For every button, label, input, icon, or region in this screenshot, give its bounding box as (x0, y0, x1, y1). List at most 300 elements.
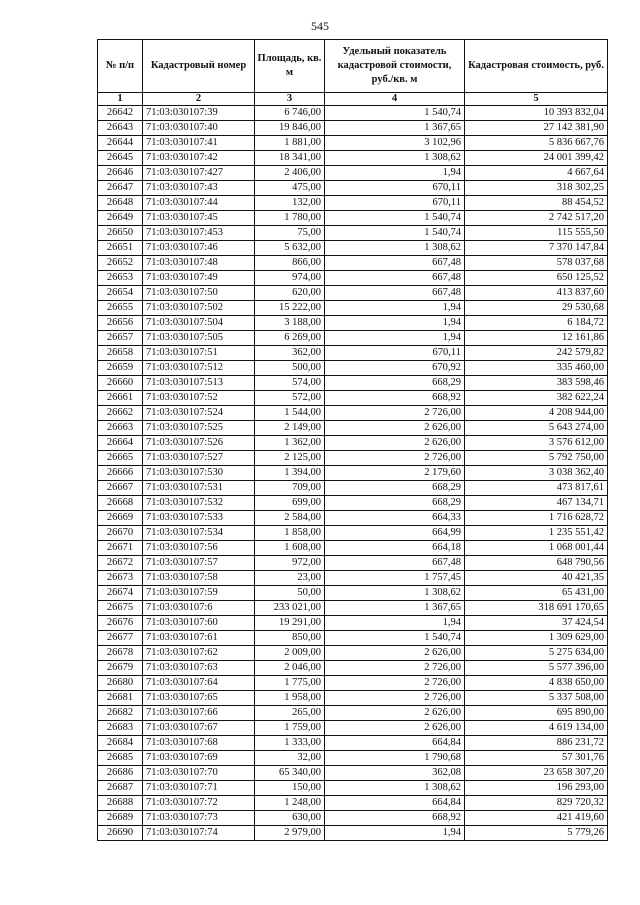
cell-cadastral-value: 115 555,50 (465, 226, 608, 241)
cell-row-number: 26690 (98, 826, 143, 841)
cell-cadastral-number: 71:03:030107:57 (143, 556, 255, 571)
cell-specific-value: 668,29 (325, 481, 465, 496)
cell-cadastral-number: 71:03:030107:52 (143, 391, 255, 406)
cell-row-number: 26682 (98, 706, 143, 721)
cell-row-number: 26657 (98, 331, 143, 346)
cell-cadastral-value: 29 530,68 (465, 301, 608, 316)
cell-cadastral-value: 335 460,00 (465, 361, 608, 376)
table-row (98, 331, 608, 346)
cell-cadastral-number: 71:03:030107:65 (143, 691, 255, 706)
cell-cadastral-value: 5 779,26 (465, 826, 608, 841)
cell-specific-value: 664,33 (325, 511, 465, 526)
cell-area: 2 009,00 (255, 646, 325, 661)
cell-cadastral-value: 695 890,00 (465, 706, 608, 721)
cell-cadastral-number: 71:03:030107:532 (143, 496, 255, 511)
cell-row-number: 26666 (98, 466, 143, 481)
cell-specific-value: 1,94 (325, 301, 465, 316)
cell-area: 709,00 (255, 481, 325, 496)
cell-cadastral-number: 71:03:030107:40 (143, 121, 255, 136)
cell-specific-value: 2 626,00 (325, 436, 465, 451)
cell-cadastral-number: 71:03:030107:533 (143, 511, 255, 526)
cell-row-number: 26668 (98, 496, 143, 511)
cell-cadastral-value: 318 691 170,65 (465, 601, 608, 616)
cell-cadastral-number: 71:03:030107:51 (143, 346, 255, 361)
cell-row-number: 26646 (98, 166, 143, 181)
cell-row-number: 26687 (98, 781, 143, 796)
cell-cadastral-number: 71:03:030107:73 (143, 811, 255, 826)
cell-cadastral-number: 71:03:030107:6 (143, 601, 255, 616)
cell-area: 19 846,00 (255, 121, 325, 136)
column-number-row (98, 93, 608, 106)
cell-cadastral-value: 4 667,64 (465, 166, 608, 181)
table-row (98, 286, 608, 301)
cell-cadastral-value: 5 836 667,76 (465, 136, 608, 151)
cell-specific-value: 2 726,00 (325, 691, 465, 706)
cell-cadastral-value: 57 301,76 (465, 751, 608, 766)
cell-area: 1 958,00 (255, 691, 325, 706)
cell-area: 50,00 (255, 586, 325, 601)
cell-cadastral-number: 71:03:030107:41 (143, 136, 255, 151)
cell-cadastral-value: 421 419,60 (465, 811, 608, 826)
table-row (98, 121, 608, 136)
cell-cadastral-value: 24 001 399,42 (465, 151, 608, 166)
header-specific-value: Удельный показатель кадастровой стоимости, руб./кв. м (325, 40, 465, 93)
table-row (98, 721, 608, 736)
table-row (98, 436, 608, 451)
cell-cadastral-value: 473 817,61 (465, 481, 608, 496)
cell-area: 1 780,00 (255, 211, 325, 226)
cell-area: 132,00 (255, 196, 325, 211)
cell-cadastral-number: 71:03:030107:526 (143, 436, 255, 451)
cell-row-number: 26653 (98, 271, 143, 286)
cell-area: 2 979,00 (255, 826, 325, 841)
table-row (98, 391, 608, 406)
cell-cadastral-number: 71:03:030107:43 (143, 181, 255, 196)
table-row (98, 316, 608, 331)
cell-area: 630,00 (255, 811, 325, 826)
cell-cadastral-number: 71:03:030107:39 (143, 106, 255, 121)
cell-specific-value: 2 726,00 (325, 676, 465, 691)
cell-area: 2 406,00 (255, 166, 325, 181)
header-area: Площадь, кв. м (255, 40, 325, 93)
table-row (98, 601, 608, 616)
column-number: 4 (325, 93, 465, 106)
cell-row-number: 26661 (98, 391, 143, 406)
cell-cadastral-value: 12 161,86 (465, 331, 608, 346)
table-row (98, 646, 608, 661)
cell-specific-value: 1,94 (325, 316, 465, 331)
cell-cadastral-value: 10 393 832,04 (465, 106, 608, 121)
table-row (98, 451, 608, 466)
cell-row-number: 26647 (98, 181, 143, 196)
cell-row-number: 26658 (98, 346, 143, 361)
cell-cadastral-value: 648 790,56 (465, 556, 608, 571)
cell-specific-value: 670,92 (325, 361, 465, 376)
cell-cadastral-number: 71:03:030107:68 (143, 736, 255, 751)
cell-specific-value: 1 367,65 (325, 601, 465, 616)
cell-cadastral-number: 71:03:030107:69 (143, 751, 255, 766)
cell-cadastral-number: 71:03:030107:59 (143, 586, 255, 601)
cell-area: 2 125,00 (255, 451, 325, 466)
column-number: 1 (98, 93, 143, 106)
cell-cadastral-number: 71:03:030107:45 (143, 211, 255, 226)
cell-specific-value: 670,11 (325, 346, 465, 361)
cell-cadastral-number: 71:03:030107:525 (143, 421, 255, 436)
cell-row-number: 26683 (98, 721, 143, 736)
cell-specific-value: 2 726,00 (325, 406, 465, 421)
cell-specific-value: 1 367,65 (325, 121, 465, 136)
cell-specific-value: 670,11 (325, 196, 465, 211)
cell-area: 699,00 (255, 496, 325, 511)
cell-cadastral-number: 71:03:030107:49 (143, 271, 255, 286)
cell-area: 974,00 (255, 271, 325, 286)
cell-cadastral-number: 71:03:030107:66 (143, 706, 255, 721)
cell-cadastral-value: 4 619 134,00 (465, 721, 608, 736)
table-row (98, 346, 608, 361)
table-row (98, 736, 608, 751)
cell-area: 6 269,00 (255, 331, 325, 346)
cell-area: 1 858,00 (255, 526, 325, 541)
cell-cadastral-number: 71:03:030107:46 (143, 241, 255, 256)
cell-specific-value: 1 540,74 (325, 631, 465, 646)
cell-row-number: 26678 (98, 646, 143, 661)
cell-area: 362,00 (255, 346, 325, 361)
cell-cadastral-value: 27 142 381,90 (465, 121, 608, 136)
cell-specific-value: 668,29 (325, 376, 465, 391)
cell-area: 866,00 (255, 256, 325, 271)
cell-cadastral-number: 71:03:030107:72 (143, 796, 255, 811)
cell-area: 75,00 (255, 226, 325, 241)
cell-row-number: 26675 (98, 601, 143, 616)
cell-area: 23,00 (255, 571, 325, 586)
cell-specific-value: 2 626,00 (325, 721, 465, 736)
cell-row-number: 26669 (98, 511, 143, 526)
cell-row-number: 26651 (98, 241, 143, 256)
cell-area: 5 632,00 (255, 241, 325, 256)
table-row (98, 271, 608, 286)
cell-cadastral-value: 413 837,60 (465, 286, 608, 301)
cell-specific-value: 1,94 (325, 616, 465, 631)
cell-row-number: 26644 (98, 136, 143, 151)
cell-specific-value: 664,99 (325, 526, 465, 541)
cell-row-number: 26684 (98, 736, 143, 751)
cell-row-number: 26648 (98, 196, 143, 211)
cell-area: 500,00 (255, 361, 325, 376)
cell-cadastral-number: 71:03:030107:48 (143, 256, 255, 271)
cell-specific-value: 1,94 (325, 826, 465, 841)
cell-area: 1 333,00 (255, 736, 325, 751)
cell-cadastral-value: 650 125,52 (465, 271, 608, 286)
cell-row-number: 26672 (98, 556, 143, 571)
table-row (98, 556, 608, 571)
cell-specific-value: 2 626,00 (325, 421, 465, 436)
cell-specific-value: 670,11 (325, 181, 465, 196)
cell-cadastral-number: 71:03:030107:42 (143, 151, 255, 166)
cell-area: 32,00 (255, 751, 325, 766)
cell-row-number: 26667 (98, 481, 143, 496)
cell-specific-value: 668,92 (325, 811, 465, 826)
table-row (98, 226, 608, 241)
cell-row-number: 26642 (98, 106, 143, 121)
cell-cadastral-value: 7 370 147,84 (465, 241, 608, 256)
cell-cadastral-number: 71:03:030107:44 (143, 196, 255, 211)
table-row (98, 166, 608, 181)
cell-area: 475,00 (255, 181, 325, 196)
cell-area: 150,00 (255, 781, 325, 796)
table-row (98, 616, 608, 631)
table-row (98, 511, 608, 526)
cell-row-number: 26645 (98, 151, 143, 166)
table-row (98, 361, 608, 376)
table-header (98, 40, 608, 106)
cell-cadastral-value: 5 577 396,00 (465, 661, 608, 676)
cell-row-number: 26659 (98, 361, 143, 376)
cell-cadastral-value: 382 622,24 (465, 391, 608, 406)
cell-area: 19 291,00 (255, 616, 325, 631)
table-row (98, 496, 608, 511)
cell-row-number: 26681 (98, 691, 143, 706)
cell-area: 1 248,00 (255, 796, 325, 811)
column-number: 3 (255, 93, 325, 106)
table-row (98, 661, 608, 676)
cell-area: 233 021,00 (255, 601, 325, 616)
cell-cadastral-value: 1 235 551,42 (465, 526, 608, 541)
cell-cadastral-value: 5 643 274,00 (465, 421, 608, 436)
cell-row-number: 26654 (98, 286, 143, 301)
table-row (98, 136, 608, 151)
cell-row-number: 26686 (98, 766, 143, 781)
cell-specific-value: 2 726,00 (325, 661, 465, 676)
cell-cadastral-number: 71:03:030107:512 (143, 361, 255, 376)
cell-row-number: 26662 (98, 406, 143, 421)
cell-cadastral-value: 886 231,72 (465, 736, 608, 751)
cell-specific-value: 362,08 (325, 766, 465, 781)
cell-specific-value: 1 790,68 (325, 751, 465, 766)
cell-specific-value: 668,29 (325, 496, 465, 511)
cell-row-number: 26660 (98, 376, 143, 391)
cell-cadastral-value: 4 838 650,00 (465, 676, 608, 691)
table-row (98, 796, 608, 811)
cell-cadastral-value: 40 421,35 (465, 571, 608, 586)
cell-cadastral-number: 71:03:030107:527 (143, 451, 255, 466)
page-number: 545 (311, 19, 329, 33)
cell-specific-value: 1 540,74 (325, 106, 465, 121)
cell-row-number: 26673 (98, 571, 143, 586)
table-row (98, 826, 608, 841)
cell-specific-value: 667,48 (325, 556, 465, 571)
cell-specific-value: 2 726,00 (325, 451, 465, 466)
cell-row-number: 26674 (98, 586, 143, 601)
cell-cadastral-value: 578 037,68 (465, 256, 608, 271)
cell-row-number: 26671 (98, 541, 143, 556)
header-cadastral-number: Кадастровый номер (143, 40, 255, 93)
cell-cadastral-value: 4 208 944,00 (465, 406, 608, 421)
cell-area: 1 394,00 (255, 466, 325, 481)
cell-area: 1 362,00 (255, 436, 325, 451)
cell-cadastral-value: 3 038 362,40 (465, 466, 608, 481)
cadastral-value-table (97, 39, 608, 841)
table-row (98, 466, 608, 481)
cell-area: 572,00 (255, 391, 325, 406)
cell-row-number: 26679 (98, 661, 143, 676)
cell-area: 2 046,00 (255, 661, 325, 676)
cell-cadastral-number: 71:03:030107:524 (143, 406, 255, 421)
cell-specific-value: 1 757,45 (325, 571, 465, 586)
cell-cadastral-value: 1 309 629,00 (465, 631, 608, 646)
table-row (98, 526, 608, 541)
table-row (98, 781, 608, 796)
column-number: 5 (465, 93, 608, 106)
table-row (98, 631, 608, 646)
cell-area: 6 746,00 (255, 106, 325, 121)
cell-area: 1 775,00 (255, 676, 325, 691)
table-body (98, 106, 608, 841)
cell-cadastral-number: 71:03:030107:530 (143, 466, 255, 481)
cell-cadastral-value: 65 431,00 (465, 586, 608, 601)
table-row (98, 706, 608, 721)
cell-cadastral-value: 196 293,00 (465, 781, 608, 796)
cell-row-number: 26652 (98, 256, 143, 271)
table-row (98, 586, 608, 601)
cell-area: 18 341,00 (255, 151, 325, 166)
table-row (98, 256, 608, 271)
cell-cadastral-number: 71:03:030107:67 (143, 721, 255, 736)
cell-area: 65 340,00 (255, 766, 325, 781)
cell-cadastral-number: 71:03:030107:62 (143, 646, 255, 661)
cell-cadastral-value: 5 275 634,00 (465, 646, 608, 661)
cell-cadastral-value: 23 658 307,20 (465, 766, 608, 781)
cell-specific-value: 667,48 (325, 271, 465, 286)
cell-cadastral-value: 2 742 517,20 (465, 211, 608, 226)
cell-cadastral-number: 71:03:030107:504 (143, 316, 255, 331)
table-row (98, 301, 608, 316)
cell-row-number: 26664 (98, 436, 143, 451)
cell-row-number: 26680 (98, 676, 143, 691)
cell-specific-value: 1 540,74 (325, 211, 465, 226)
cell-cadastral-value: 383 598,46 (465, 376, 608, 391)
cell-cadastral-number: 71:03:030107:56 (143, 541, 255, 556)
cell-specific-value: 664,84 (325, 736, 465, 751)
cell-area: 850,00 (255, 631, 325, 646)
cell-cadastral-number: 71:03:030107:50 (143, 286, 255, 301)
cell-row-number: 26689 (98, 811, 143, 826)
header-cadastral-value: Кадастровая стоимость, руб. (465, 40, 608, 93)
cell-specific-value: 1,94 (325, 166, 465, 181)
cell-cadastral-number: 71:03:030107:64 (143, 676, 255, 691)
cell-cadastral-number: 71:03:030107:71 (143, 781, 255, 796)
cell-area: 2 584,00 (255, 511, 325, 526)
cell-cadastral-number: 71:03:030107:60 (143, 616, 255, 631)
cell-row-number: 26685 (98, 751, 143, 766)
cell-area: 265,00 (255, 706, 325, 721)
table-row (98, 211, 608, 226)
cell-row-number: 26655 (98, 301, 143, 316)
cell-row-number: 26643 (98, 121, 143, 136)
table-row (98, 766, 608, 781)
cell-area: 1 881,00 (255, 136, 325, 151)
table-row (98, 541, 608, 556)
cell-specific-value: 664,84 (325, 796, 465, 811)
cell-cadastral-value: 1 716 628,72 (465, 511, 608, 526)
cell-area: 3 188,00 (255, 316, 325, 331)
cell-cadastral-number: 71:03:030107:513 (143, 376, 255, 391)
cell-row-number: 26688 (98, 796, 143, 811)
table-row (98, 106, 608, 121)
cell-cadastral-value: 88 454,52 (465, 196, 608, 211)
cell-cadastral-value: 5 792 750,00 (465, 451, 608, 466)
cell-specific-value: 1 308,62 (325, 241, 465, 256)
cell-row-number: 26649 (98, 211, 143, 226)
cell-cadastral-number: 71:03:030107:427 (143, 166, 255, 181)
cell-cadastral-number: 71:03:030107:70 (143, 766, 255, 781)
cell-specific-value: 1 308,62 (325, 151, 465, 166)
cell-specific-value: 3 102,96 (325, 136, 465, 151)
cell-cadastral-value: 242 579,82 (465, 346, 608, 361)
cell-specific-value: 667,48 (325, 256, 465, 271)
cell-row-number: 26677 (98, 631, 143, 646)
cell-cadastral-number: 71:03:030107:534 (143, 526, 255, 541)
cell-specific-value: 2 626,00 (325, 646, 465, 661)
cell-area: 620,00 (255, 286, 325, 301)
table-row (98, 481, 608, 496)
cell-row-number: 26650 (98, 226, 143, 241)
column-number: 2 (143, 93, 255, 106)
cell-area: 972,00 (255, 556, 325, 571)
cell-area: 1 608,00 (255, 541, 325, 556)
cell-cadastral-number: 71:03:030107:502 (143, 301, 255, 316)
table-row (98, 811, 608, 826)
table-row (98, 571, 608, 586)
table-row (98, 421, 608, 436)
cell-area: 15 222,00 (255, 301, 325, 316)
cell-specific-value: 1,94 (325, 331, 465, 346)
table-row (98, 181, 608, 196)
cell-row-number: 26656 (98, 316, 143, 331)
cell-cadastral-value: 467 134,71 (465, 496, 608, 511)
cell-cadastral-value: 5 337 508,00 (465, 691, 608, 706)
table-row (98, 406, 608, 421)
cell-specific-value: 1 540,74 (325, 226, 465, 241)
cell-cadastral-value: 3 576 612,00 (465, 436, 608, 451)
table-row (98, 196, 608, 211)
cell-area: 2 149,00 (255, 421, 325, 436)
cell-area: 1 759,00 (255, 721, 325, 736)
cell-cadastral-value: 829 720,32 (465, 796, 608, 811)
cell-area: 1 544,00 (255, 406, 325, 421)
cell-cadastral-number: 71:03:030107:58 (143, 571, 255, 586)
cell-cadastral-number: 71:03:030107:453 (143, 226, 255, 241)
cell-specific-value: 2 626,00 (325, 706, 465, 721)
table-row (98, 151, 608, 166)
cell-cadastral-number: 71:03:030107:61 (143, 631, 255, 646)
cell-cadastral-value: 318 302,25 (465, 181, 608, 196)
cell-specific-value: 667,48 (325, 286, 465, 301)
cell-cadastral-value: 1 068 001,44 (465, 541, 608, 556)
cell-cadastral-value: 37 424,54 (465, 616, 608, 631)
table-row (98, 691, 608, 706)
cell-specific-value: 1 308,62 (325, 781, 465, 796)
cell-cadastral-value: 6 184,72 (465, 316, 608, 331)
cell-cadastral-number: 71:03:030107:74 (143, 826, 255, 841)
cell-cadastral-number: 71:03:030107:63 (143, 661, 255, 676)
cell-specific-value: 1 308,62 (325, 586, 465, 601)
cell-cadastral-number: 71:03:030107:531 (143, 481, 255, 496)
table-row (98, 376, 608, 391)
table-row (98, 241, 608, 256)
table-row (98, 676, 608, 691)
table-row (98, 751, 608, 766)
cell-row-number: 26665 (98, 451, 143, 466)
